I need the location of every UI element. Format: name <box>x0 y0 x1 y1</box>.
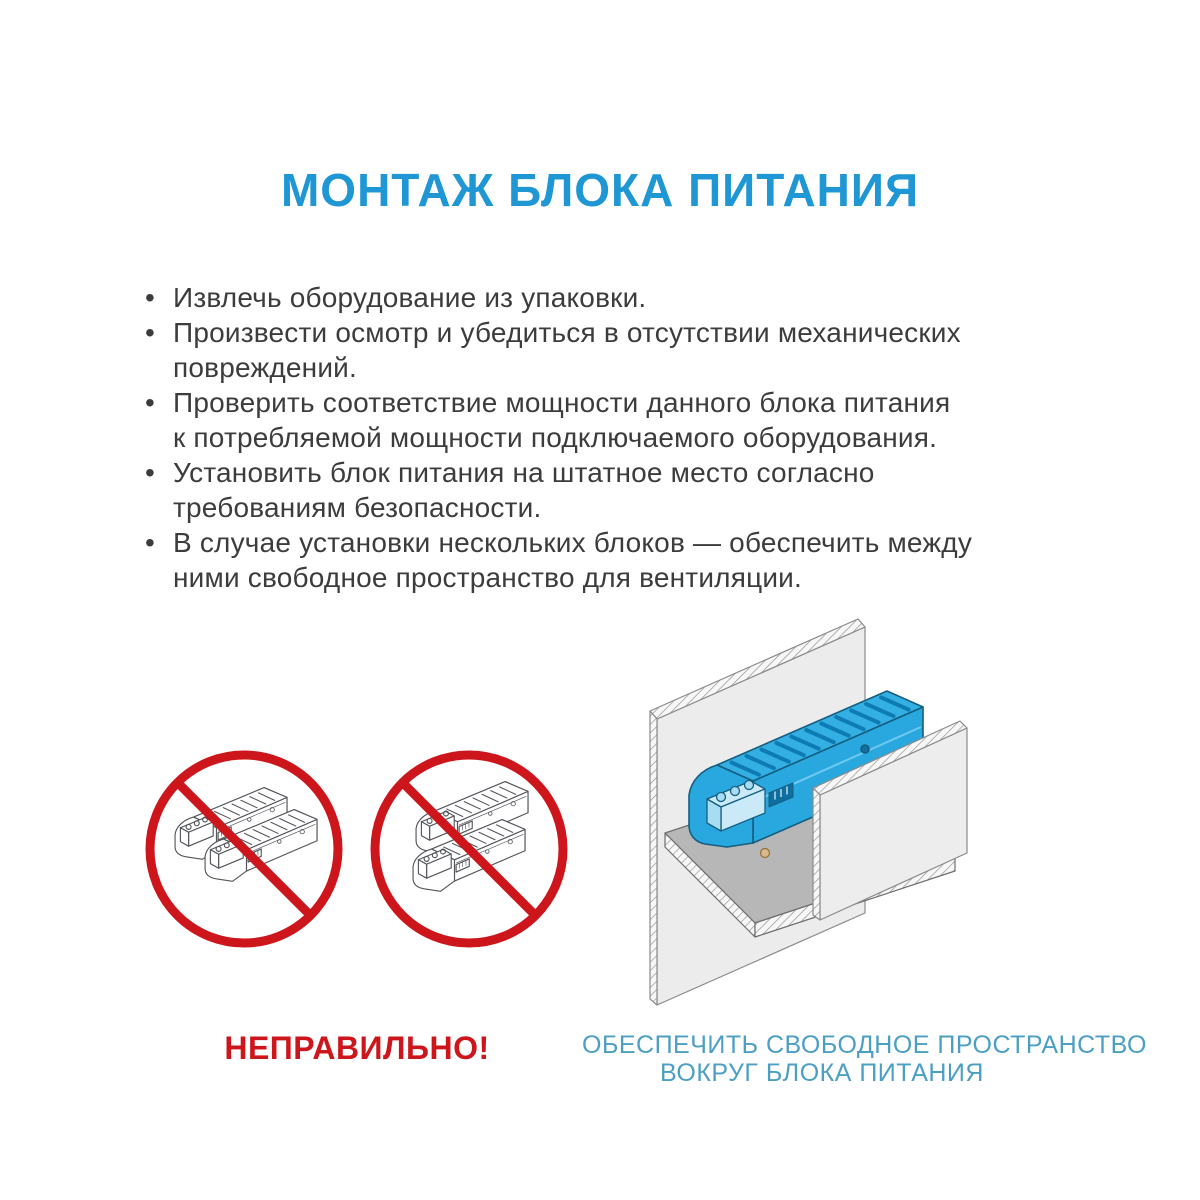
instruction-line: повреждений. <box>173 352 358 383</box>
instruction-line: Установить блок питания на штатное место согласно <box>173 457 875 488</box>
instruction-item <box>145 525 1085 595</box>
bullet-icon: • <box>145 282 156 313</box>
instruction-item <box>145 315 1085 385</box>
power-supply-on-wall-shelf-illustration <box>615 615 1065 1035</box>
no-stacked-placement-icon <box>367 747 571 951</box>
bullet-icon: • <box>145 387 156 418</box>
psu-line-art-pair-stacked <box>413 782 528 892</box>
page-title: МОНТАЖ БЛОКА ПИТАНИЯ <box>280 164 920 216</box>
instruction-item <box>145 385 1085 455</box>
bullet-icon: • <box>145 317 156 348</box>
wrong-label: НЕПРАВИЛЬНО! <box>224 1030 490 1066</box>
instruction-line: ними свободное пространство для вентиляции. <box>173 562 802 593</box>
caption-line: ВОКРУГ БЛОКА ПИТАНИЯ <box>660 1059 984 1087</box>
no-side-by-side-placement-icon <box>142 747 346 951</box>
bullet-icon: • <box>145 527 156 558</box>
instruction-item <box>145 455 1085 525</box>
free-space-caption <box>582 1031 1147 1087</box>
caption-line: ОБЕСПЕЧИТЬ СВОБОДНОЕ ПРОСТРАНСТВО <box>582 1031 1147 1059</box>
instruction-list <box>145 280 1085 595</box>
bullet-icon: • <box>145 457 156 488</box>
instruction-item <box>145 280 1085 315</box>
instruction-line: Проверить соответствие мощности данного блока питания <box>173 387 951 418</box>
instruction-line: В случае установки нескольких блоков — обеспечить между <box>173 527 973 558</box>
instruction-line: Извлечь оборудование из упаковки. <box>173 282 647 313</box>
instruction-line: требованиям безопасности. <box>173 492 542 523</box>
instruction-line: к потребляемой мощности подключаемого оборудования. <box>173 422 938 453</box>
prohibition-ring <box>375 755 563 943</box>
instruction-line: Произвести осмотр и убедиться в отсутствии механических <box>173 317 961 348</box>
